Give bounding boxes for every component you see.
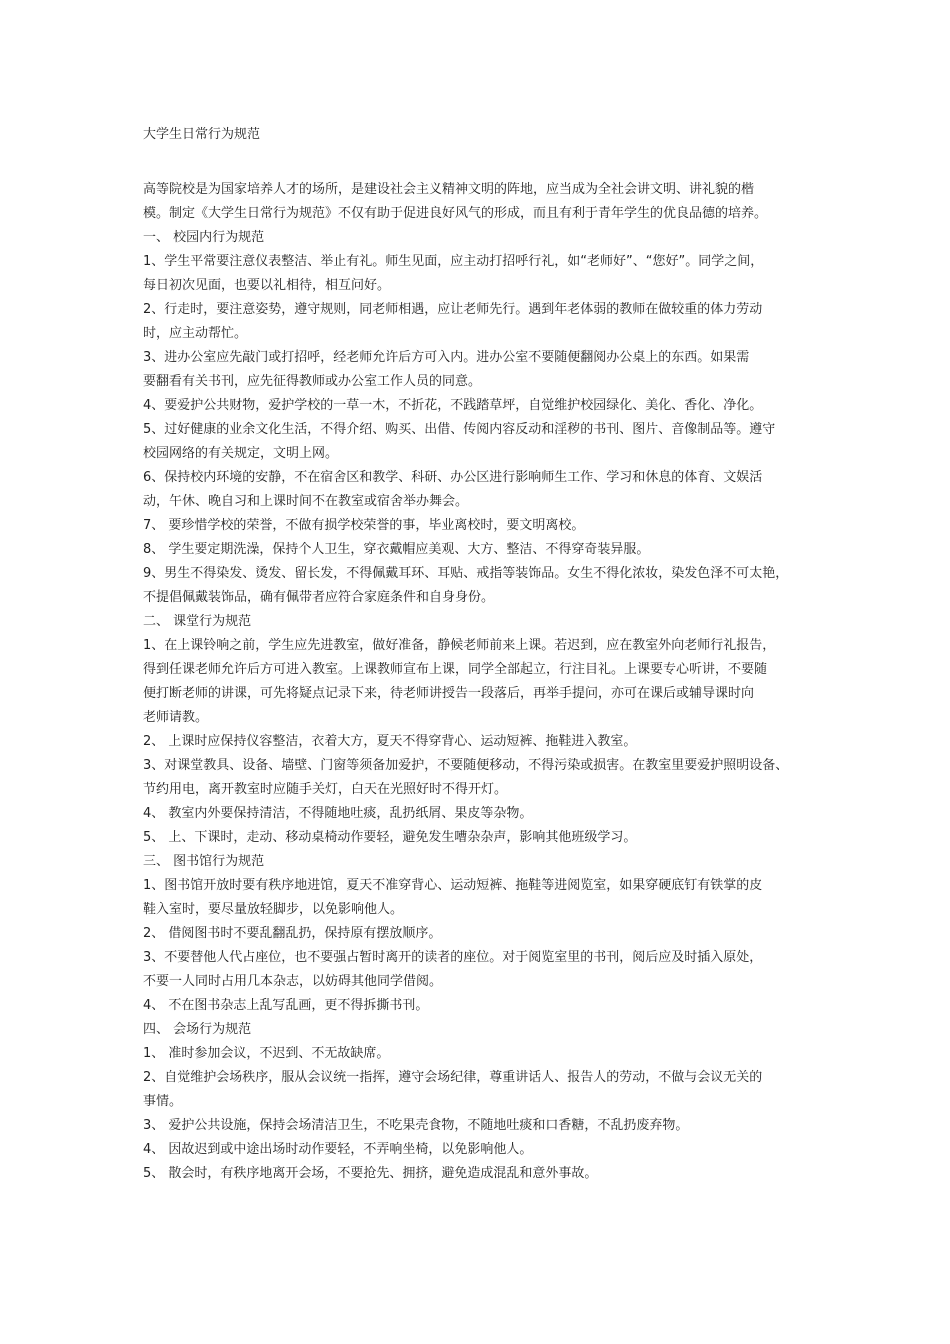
text-line: 9、男生不得染发、烫发、留长发，不得佩戴耳环、耳贴、戒指等装饰品。女生不得化浓妆，染发色泽不可太艳， xyxy=(143,566,789,581)
text-line: 4、 教室内外要保持清洁，不得随地吐痰，乱扔纸屑、果皮等杂物。 xyxy=(143,806,533,821)
text-line: 高等院校是为国家培养人才的场所，是建设社会主义精神文明的阵地，应当成为全社会讲文明、讲礼貌的楷 xyxy=(143,182,755,197)
text-line: 2、 上课时应保持仪容整洁，衣着大方，夏天不得穿背心、运动短裤、拖鞋进入教室。 xyxy=(143,734,637,749)
text-line: 不提倡佩戴装饰品，确有佩带者应符合家庭条件和自身身份。 xyxy=(143,590,495,605)
text-line: 3、 爱护公共设施，保持会场清洁卫生，不吃果壳食物，不随地吐痰和口香糖，不乱扔废弃物。 xyxy=(143,1118,689,1133)
text-line: 二、 课堂行为规范 xyxy=(143,614,252,629)
text-line: 动，午休、晚自习和上课时间不在教室或宿舍举办舞会。 xyxy=(143,494,469,509)
text-line: 四、 会场行为规范 xyxy=(143,1022,252,1037)
text-line: 6、保持校内环境的安静，不在宿舍区和教学、科研、办公区进行影响师生工作、学习和休息的体育、文娱活 xyxy=(143,470,763,485)
document-page xyxy=(143,125,813,1186)
text-line: 2、行走时，要注意姿势，遵守规则，同老师相遇，应让老师先行。遇到年老体弱的教师在做较重的体力劳动 xyxy=(143,302,763,317)
text-line: 3、对课堂教具、设备、墙壁、门窗等须备加爱护，不要随便移动，不得污染或损害。在教室里要爱护照明设备、 xyxy=(143,758,789,773)
text-line: 时，应主动帮忙。 xyxy=(143,326,248,341)
text-line: 5、过好健康的业余文化生活，不得介绍、购买、出借、传阅内容反动和淫秽的书刊、图片、音像制品等。遵守 xyxy=(143,422,776,437)
text-line: 不要一人同时占用几本杂志，以妨碍其他同学借阅。 xyxy=(143,974,443,989)
text-line: 4、 不在图书杂志上乱写乱画，更不得拆撕书刊。 xyxy=(143,998,429,1013)
text-line: 1、在上课铃响之前，学生应先进教室，做好准备，静候老师前来上课。若迟到，应在教室外向老师行礼报告， xyxy=(143,638,776,653)
text-line: 3、不要替他人代占座位，也不要强占暂时离开的读者的座位。对于阅览室里的书刊，阅后应及时插入原处， xyxy=(143,950,763,965)
text-line: 便打断老师的讲课，可先将疑点记录下来，待老师讲授告一段落后，再举手提问，亦可在课后或辅导课时向 xyxy=(143,686,755,701)
text-line: 1、 准时参加会议，不迟到、不无故缺席。 xyxy=(143,1046,390,1061)
text-line: 4、 因故迟到或中途出场时动作要轻，不弄响坐椅，以免影响他人。 xyxy=(143,1142,533,1157)
text-line: 模。制定《大学生日常行为规范》不仅有助于促进良好风气的形成，而且有利于青年学生的优良品德的培养。 xyxy=(143,206,768,221)
text-line: 4、要爱护公共财物，爱护学校的一草一木，不折花，不践踏草坪，自觉维护校园绿化、美化、香化、净化。 xyxy=(143,398,763,413)
text-line: 1、学生平常要注意仪表整洁、举止有礼。师生见面，应主动打招呼行礼，如“老师好”、“您好”。同学之间， xyxy=(143,254,764,269)
text-line: 7、 要珍惜学校的荣誉，不做有损学校荣誉的事，毕业离校时，要文明离校。 xyxy=(143,518,585,533)
text-line: 得到任课老师允许后方可进入教室。上课教师宣布上课，同学全部起立，行注目礼。上课要专心听讲，不要随 xyxy=(143,662,768,677)
text-line: 8、 学生要定期洗澡，保持个人卫生，穿衣戴帽应美观、大方、整洁、不得穿奇装异服。 xyxy=(143,542,650,557)
text-line: 每日初次见面，也要以礼相待，相互问好。 xyxy=(143,278,391,293)
text-line: 5、 散会时，有秩序地离开会场，不要抢先、拥挤，避免造成混乱和意外事故。 xyxy=(143,1166,598,1181)
text-line: 一、 校园内行为规范 xyxy=(143,230,265,245)
text-line: 5、 上、下课时，走动、移动桌椅动作要轻，避免发生嘈杂杂声，影响其他班级学习。 xyxy=(143,830,637,845)
document-title: 大学生日常行为规范 xyxy=(143,127,261,142)
text-line: 2、自觉维护会场秩序，服从会议统一指挥，遵守会场纪律，尊重讲话人、报告人的劳动，不做与会议无关的 xyxy=(143,1070,763,1085)
text-line: 2、 借阅图书时不要乱翻乱扔，保持原有摆放顺序。 xyxy=(143,926,442,941)
text-line: 校园网络的有关规定，文明上网。 xyxy=(143,446,339,461)
text-line: 1、图书馆开放时要有秩序地进馆，夏天不准穿背心、运动短裤、拖鞋等进阅览室，如果穿硬底钉有铁掌的皮 xyxy=(143,878,763,893)
text-line: 节约用电，离开教室时应随手关灯，白天在光照好时不得开灯。 xyxy=(143,782,508,797)
text-line: 事情。 xyxy=(143,1094,183,1109)
document-body xyxy=(143,178,813,1186)
text-line: 老师请教。 xyxy=(143,710,209,725)
text-line: 鞋入室时，要尽量放轻脚步，以免影响他人。 xyxy=(143,902,404,917)
text-line: 要翻看有关书刊，应先征得教师或办公室工作人员的同意。 xyxy=(143,374,482,389)
text-line: 三、 图书馆行为规范 xyxy=(143,854,265,869)
text-line: 3、进办公室应先敲门或打招呼，经老师允许后方可入内。进办公室不要随便翻阅办公桌上的东西。如果需 xyxy=(143,350,750,365)
